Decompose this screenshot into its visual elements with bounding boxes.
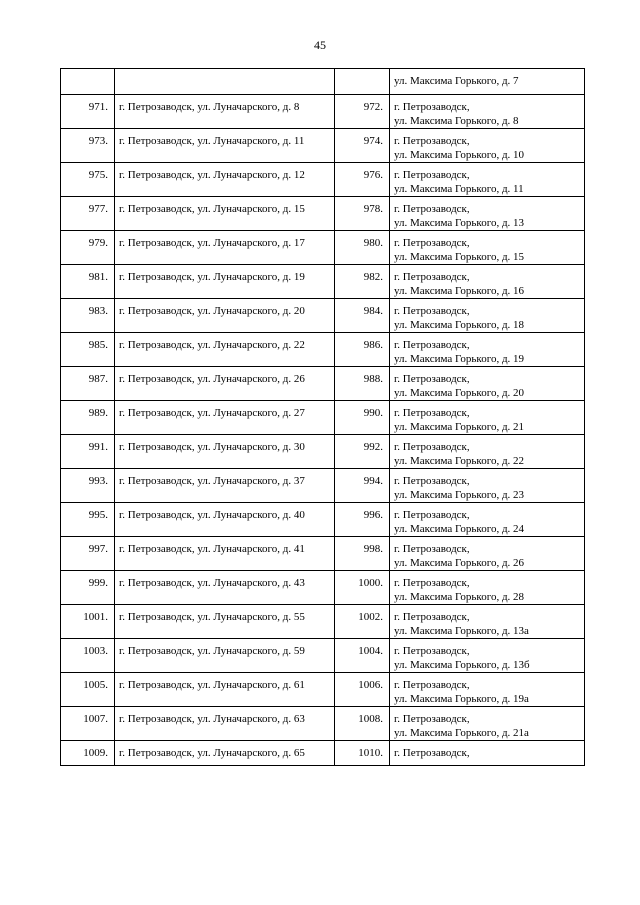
- right-address-cell: [390, 163, 585, 197]
- table-row: [61, 503, 585, 537]
- right-number-cell: 1000.: [335, 571, 390, 605]
- left-number-cell: 991.: [61, 435, 115, 469]
- right-address-cell: [390, 469, 585, 503]
- table-row: [61, 231, 585, 265]
- right-number-cell: 984.: [335, 299, 390, 333]
- right-address-line-1: г. Петрозаводск,: [394, 305, 470, 317]
- table-row: [61, 367, 585, 401]
- left-number-cell: 1003.: [61, 639, 115, 673]
- right-address-cell: [390, 231, 585, 265]
- right-number-cell: 1002.: [335, 605, 390, 639]
- right-number-cell: 978.: [335, 197, 390, 231]
- right-address-line-2: ул. Максима Горького, д. 23: [394, 489, 525, 501]
- right-address-line-1: г. Петрозаводск,: [394, 237, 470, 249]
- left-address-cell: г. Петрозаводск, ул. Луначарского, д. 27: [115, 401, 335, 435]
- right-number-cell: 1004.: [335, 639, 390, 673]
- right-address-cell: г. Петрозаводск,: [390, 741, 585, 766]
- right-number-cell: 1010.: [335, 741, 390, 766]
- right-address-line-1: г. Петрозаводск,: [394, 679, 470, 691]
- right-address-line-1: г. Петрозаводск,: [394, 101, 470, 113]
- right-address-cell: [390, 639, 585, 673]
- right-address-line-1: г. Петрозаводск,: [394, 577, 470, 589]
- right-address-line-2: ул. Максима Горького, д. 11: [394, 183, 524, 195]
- right-address-line-2: ул. Максима Горького, д. 19а: [394, 693, 529, 705]
- left-address-cell: г. Петрозаводск, ул. Луначарского, д. 8: [115, 95, 335, 129]
- right-address-line-2: ул. Максима Горького, д. 26: [394, 557, 525, 569]
- left-address-cell: г. Петрозаводск, ул. Луначарского, д. 41: [115, 537, 335, 571]
- right-address-cell: [390, 129, 585, 163]
- left-address-cell: г. Петрозаводск, ул. Луначарского, д. 61: [115, 673, 335, 707]
- right-address-cell: [390, 673, 585, 707]
- left-address-cell: г. Петрозаводск, ул. Луначарского, д. 30: [115, 435, 335, 469]
- right-address-line-1: г. Петрозаводск,: [394, 611, 470, 623]
- right-address-line-2: ул. Максима Горького, д. 16: [394, 285, 525, 297]
- table-row: [61, 333, 585, 367]
- right-number-cell: 972.: [335, 95, 390, 129]
- right-number-cell: 982.: [335, 265, 390, 299]
- left-address-cell: г. Петрозаводск, ул. Луначарского, д. 40: [115, 503, 335, 537]
- left-number-cell: 975.: [61, 163, 115, 197]
- left-number-cell: [61, 69, 115, 95]
- right-address-line-2: ул. Максима Горького, д. 15: [394, 251, 525, 263]
- right-address-cell: [390, 435, 585, 469]
- right-number-cell: 992.: [335, 435, 390, 469]
- left-number-cell: 993.: [61, 469, 115, 503]
- table-row: [61, 537, 585, 571]
- right-address-cell: ул. Максима Горького, д. 7: [390, 69, 585, 95]
- left-address-cell: г. Петрозаводск, ул. Луначарского, д. 59: [115, 639, 335, 673]
- table-row: [61, 707, 585, 741]
- page-number: 45: [314, 38, 326, 52]
- table-row: [61, 605, 585, 639]
- table-row: [61, 639, 585, 673]
- right-number-cell: 976.: [335, 163, 390, 197]
- right-address-cell: [390, 571, 585, 605]
- left-number-cell: 999.: [61, 571, 115, 605]
- left-address-cell: г. Петрозаводск, ул. Луначарского, д. 19: [115, 265, 335, 299]
- table-row: [61, 197, 585, 231]
- table-row: [61, 435, 585, 469]
- right-address-line-1: г. Петрозаводск,: [394, 339, 470, 351]
- right-address-line-2: ул. Максима Горького, д. 20: [394, 387, 525, 399]
- right-address-cell: [390, 299, 585, 333]
- right-number-cell: 980.: [335, 231, 390, 265]
- left-number-cell: 1001.: [61, 605, 115, 639]
- left-address-cell: г. Петрозаводск, ул. Луначарского, д. 65: [115, 741, 335, 766]
- right-address-line-2: ул. Максима Горького, д. 21а: [394, 727, 529, 739]
- right-address-line-2: ул. Максима Горького, д. 28: [394, 591, 525, 603]
- right-address-cell: [390, 265, 585, 299]
- table-row: [61, 129, 585, 163]
- right-address-line-2: ул. Максима Горького, д. 19: [394, 353, 525, 365]
- right-address-line-1: г. Петрозаводск,: [394, 645, 470, 657]
- right-address-cell: [390, 333, 585, 367]
- table-row: [61, 673, 585, 707]
- left-number-cell: 973.: [61, 129, 115, 163]
- right-address-line-1: г. Петрозаводск,: [394, 441, 470, 453]
- table-row: [61, 69, 585, 95]
- right-address-line-2: ул. Максима Горького, д. 18: [394, 319, 525, 331]
- right-address-line-2: ул. Максима Горького, д. 8: [394, 115, 519, 127]
- left-address-cell: г. Петрозаводск, ул. Луначарского, д. 26: [115, 367, 335, 401]
- left-number-cell: 983.: [61, 299, 115, 333]
- address-table: [60, 68, 585, 766]
- table-row: [61, 299, 585, 333]
- table-row: [61, 95, 585, 129]
- table-row: [61, 163, 585, 197]
- left-number-cell: 971.: [61, 95, 115, 129]
- right-address-line-1: г. Петрозаводск,: [394, 475, 470, 487]
- left-address-cell: г. Петрозаводск, ул. Луначарского, д. 20: [115, 299, 335, 333]
- right-address-cell: [390, 605, 585, 639]
- left-address-cell: г. Петрозаводск, ул. Луначарского, д. 17: [115, 231, 335, 265]
- left-number-cell: 1005.: [61, 673, 115, 707]
- right-address-line-2: ул. Максима Горького, д. 21: [394, 421, 525, 433]
- table-row: [61, 401, 585, 435]
- right-address-line-1: г. Петрозаводск,: [394, 713, 470, 725]
- left-address-cell: г. Петрозаводск, ул. Луначарского, д. 37: [115, 469, 335, 503]
- left-number-cell: 1009.: [61, 741, 115, 766]
- left-address-cell: г. Петрозаводск, ул. Луначарского, д. 12: [115, 163, 335, 197]
- right-address-line-1: г. Петрозаводск,: [394, 169, 470, 181]
- left-number-cell: 1007.: [61, 707, 115, 741]
- right-address-line-1: г. Петрозаводск,: [394, 271, 470, 283]
- left-number-cell: 977.: [61, 197, 115, 231]
- right-address-line-2: ул. Максима Горького, д. 13а: [394, 625, 529, 637]
- right-address-cell: [390, 95, 585, 129]
- right-number-cell: 988.: [335, 367, 390, 401]
- left-number-cell: 989.: [61, 401, 115, 435]
- right-address-line-2: ул. Максима Горького, д. 22: [394, 455, 525, 467]
- right-address-line-1: г. Петрозаводск,: [394, 135, 470, 147]
- table-row: [61, 571, 585, 605]
- right-address-cell: [390, 537, 585, 571]
- right-number-cell: 974.: [335, 129, 390, 163]
- left-number-cell: 997.: [61, 537, 115, 571]
- right-number-cell: 1008.: [335, 707, 390, 741]
- left-number-cell: 987.: [61, 367, 115, 401]
- right-address-line-1: г. Петрозаводск,: [394, 373, 470, 385]
- left-address-cell: г. Петрозаводск, ул. Луначарского, д. 63: [115, 707, 335, 741]
- left-address-cell: [115, 69, 335, 95]
- right-address-cell: [390, 503, 585, 537]
- left-number-cell: 981.: [61, 265, 115, 299]
- table-row: [61, 741, 585, 766]
- right-number-cell: 986.: [335, 333, 390, 367]
- right-address-line-2: ул. Максима Горького, д. 24: [394, 523, 525, 535]
- table-row: [61, 469, 585, 503]
- right-number-cell: 994.: [335, 469, 390, 503]
- right-address-line-2: ул. Максима Горького, д. 13: [394, 217, 525, 229]
- right-address-cell: [390, 707, 585, 741]
- left-address-cell: г. Петрозаводск, ул. Луначарского, д. 11: [115, 129, 335, 163]
- right-address-line-2: ул. Максима Горького, д. 10: [394, 149, 525, 161]
- right-address-line-1: г. Петрозаводск,: [394, 543, 470, 555]
- left-address-cell: г. Петрозаводск, ул. Луначарского, д. 22: [115, 333, 335, 367]
- left-address-cell: г. Петрозаводск, ул. Луначарского, д. 15: [115, 197, 335, 231]
- right-number-cell: [335, 69, 390, 95]
- right-number-cell: 998.: [335, 537, 390, 571]
- left-number-cell: 979.: [61, 231, 115, 265]
- right-number-cell: 990.: [335, 401, 390, 435]
- left-address-cell: г. Петрозаводск, ул. Луначарского, д. 43: [115, 571, 335, 605]
- right-number-cell: 1006.: [335, 673, 390, 707]
- left-number-cell: 995.: [61, 503, 115, 537]
- right-address-cell: [390, 367, 585, 401]
- right-number-cell: 996.: [335, 503, 390, 537]
- left-number-cell: 985.: [61, 333, 115, 367]
- right-address-cell: [390, 197, 585, 231]
- left-address-cell: г. Петрозаводск, ул. Луначарского, д. 55: [115, 605, 335, 639]
- right-address-line-1: г. Петрозаводск,: [394, 509, 470, 521]
- right-address-cell: [390, 401, 585, 435]
- right-address-line-2: ул. Максима Горького, д. 13б: [394, 659, 530, 671]
- right-address-line-1: г. Петрозаводск,: [394, 407, 470, 419]
- right-address-line-1: г. Петрозаводск,: [394, 203, 470, 215]
- table-row: [61, 265, 585, 299]
